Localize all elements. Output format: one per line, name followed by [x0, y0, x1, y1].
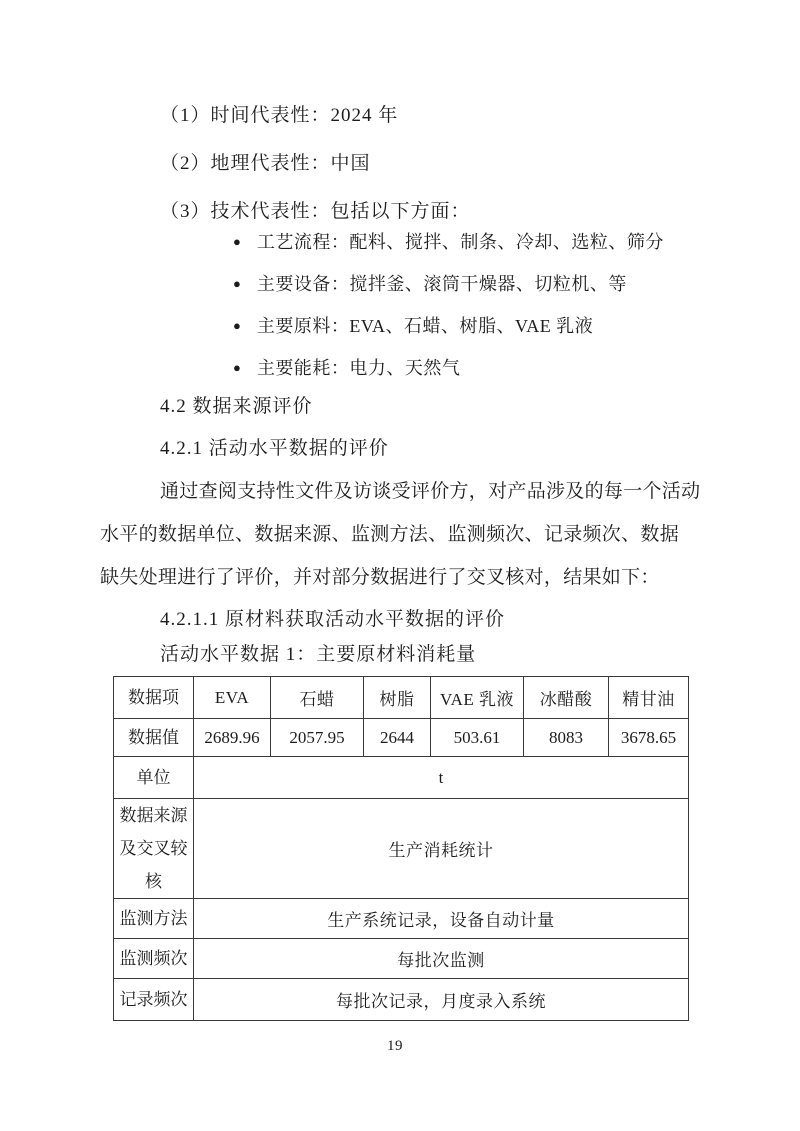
bullet-item-main-energy — [233, 359, 690, 377]
list-item-technical-representativeness: （3）技术代表性：包括以下方面： — [160, 201, 471, 222]
list-item-geographic-representativeness: （2）地理代表性：中国 — [160, 153, 371, 174]
column-header: 树脂 — [364, 677, 431, 719]
column-header: VAE 乳液 — [431, 677, 524, 719]
paragraph-line: 缺失处理进行了评价，并对部分数据进行了交叉核对，结果如下： — [100, 567, 660, 588]
column-header: 精甘油 — [609, 677, 689, 719]
paragraph-line: 水平的数据单位、数据来源、监测方法、监测频次、记录频次、数据 — [100, 524, 680, 545]
table-row-record-frequency — [114, 979, 689, 1021]
value-cell: 503.61 — [431, 719, 524, 757]
record-frequency-cell: 每批次记录，月度录入系统 — [194, 979, 689, 1021]
bullet-item-label: 主要能耗：电力、天然气 — [256, 358, 461, 378]
column-header: 石蜡 — [271, 677, 364, 719]
paragraph-line: 通过查阅支持性文件及访谈受评价方，对产品涉及的每一个活动 — [160, 481, 701, 502]
data-source-cell: 生产消耗统计 — [194, 799, 689, 899]
bullet-icon: ● — [233, 234, 241, 249]
table-row-monitoring-method — [114, 899, 689, 939]
bullet-icon: ● — [233, 318, 241, 333]
value-cell: 2644 — [364, 719, 431, 757]
section-heading-4-2-1-1: 4.2.1.1 原材料获取活动水平数据的评价 — [160, 609, 506, 630]
value-cell: 2057.95 — [271, 719, 364, 757]
section-heading-4-2-1: 4.2.1 活动水平数据的评价 — [160, 438, 389, 459]
monitoring-frequency-cell: 每批次监测 — [194, 939, 689, 979]
row-label: 监测方法 — [114, 899, 194, 939]
bullet-icon: ● — [233, 360, 241, 375]
table-row-data-source — [114, 799, 689, 899]
bullet-icon: ● — [233, 276, 241, 291]
value-cell: 8083 — [524, 719, 609, 757]
bullet-item-label: 主要原料：EVA、石蜡、树脂、VAE 乳液 — [256, 316, 594, 336]
monitoring-method-cell: 生产系统记录，设备自动计量 — [194, 899, 689, 939]
row-label: 数据值 — [114, 719, 194, 757]
bullet-item-label: 主要设备：搅拌釜、滚筒干燥器、切粒机、等 — [256, 274, 627, 294]
list-item-time-representativeness: （1）时间代表性：2024 年 — [160, 105, 399, 126]
bullet-item-main-equipment — [233, 275, 690, 293]
value-cell: 3678.65 — [609, 719, 689, 757]
bullet-item-label: 工艺流程：配料、搅拌、制条、冷却、选粒、筛分 — [256, 232, 664, 252]
table-caption: 活动水平数据 1：主要原材料消耗量 — [160, 644, 477, 665]
table-row-unit — [114, 757, 689, 799]
evaluation-paragraph — [100, 470, 701, 599]
table-row-header — [114, 677, 689, 719]
row-label: 数据来源及交叉较核 — [114, 799, 194, 899]
row-label: 监测频次 — [114, 939, 194, 979]
section-heading-4-2: 4.2 数据来源评价 — [160, 396, 313, 417]
column-header: 冰醋酸 — [524, 677, 609, 719]
activity-level-data-table — [113, 676, 689, 1021]
column-header: EVA — [194, 677, 271, 719]
bullet-item-process-flow — [233, 233, 690, 251]
row-label: 单位 — [114, 757, 194, 799]
table-row-monitoring-frequency — [114, 939, 689, 979]
page-number: 19 — [387, 1038, 403, 1054]
table-row-values — [114, 719, 689, 757]
value-cell: 2689.96 — [194, 719, 271, 757]
row-label: 记录频次 — [114, 979, 194, 1021]
bullet-item-main-materials — [233, 317, 690, 335]
unit-cell: t — [194, 757, 689, 799]
row-label: 数据项 — [114, 677, 194, 719]
